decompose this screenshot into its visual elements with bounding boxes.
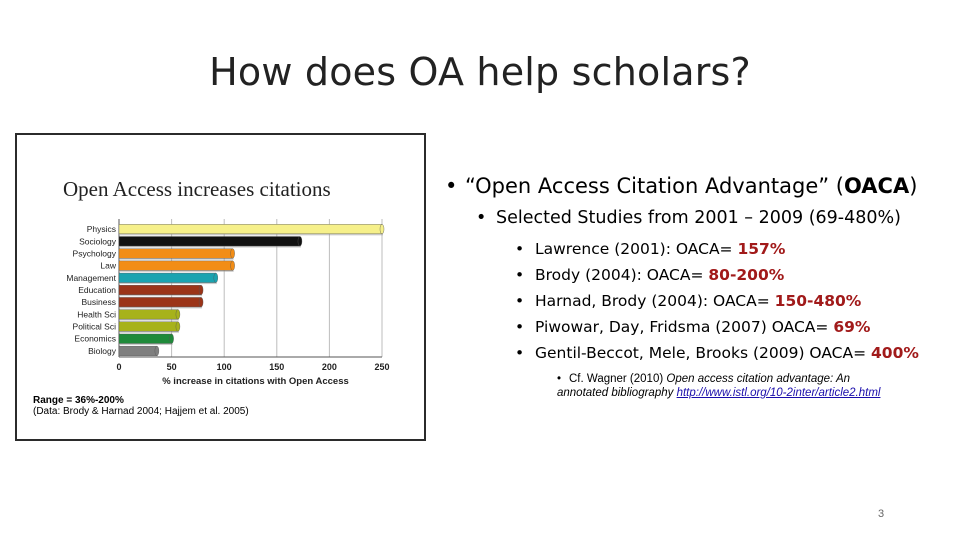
list-item: [515, 288, 919, 314]
bar-cap: [214, 273, 218, 283]
bullet-dot-icon: •: [515, 266, 525, 284]
bar-cap: [231, 261, 235, 271]
slide-title: How does OA help scholars?: [209, 50, 751, 94]
category-label: Management: [66, 272, 116, 283]
bar-cap: [199, 297, 203, 307]
bar-cap: [170, 334, 174, 344]
bar: [119, 334, 172, 344]
bar: [119, 273, 216, 283]
bar: [119, 346, 157, 356]
study-text: Brody (2004): OACA=: [535, 266, 709, 284]
x-axis-label: % increase in citations with Open Access: [162, 376, 349, 387]
category-label: Education: [78, 285, 116, 295]
bullet-main-suffix: ): [909, 174, 918, 198]
list-item: [515, 262, 919, 288]
category-label: Health Sci: [77, 309, 116, 320]
bullet-dot-icon: •: [515, 292, 525, 310]
bar: [119, 297, 201, 307]
range-note: (Data: Brody & Harnad 2004; Hajjem et al. 2005): [33, 406, 249, 417]
reference-note: [557, 372, 882, 400]
bar-cap: [176, 310, 180, 320]
bar-cap: [380, 224, 384, 234]
range-title: Range = 36%-200%: [33, 395, 124, 406]
category-label: Political Sci: [72, 321, 116, 332]
bullet-dot-icon: •: [515, 344, 525, 362]
bar: [119, 285, 201, 295]
study-value: 400%: [871, 344, 919, 362]
bar: [119, 237, 300, 247]
study-value: 69%: [833, 318, 871, 336]
bullet-dot-icon: •: [515, 318, 525, 336]
list-item: [515, 236, 919, 262]
category-label: Sociology: [79, 236, 116, 247]
category-label: Biology: [88, 345, 116, 356]
bullet-main-bold: OACA: [844, 174, 910, 198]
x-tick-label: 50: [166, 362, 177, 372]
bar: [119, 322, 178, 332]
bullet-sub-text: Selected Studies from 2001 – 2009 (69-480%): [496, 208, 901, 228]
study-value: 150-480%: [774, 292, 862, 310]
bar-cap: [155, 346, 159, 356]
x-tick-label: 200: [321, 362, 337, 372]
x-tick-label: 150: [269, 362, 285, 372]
study-text: Lawrence (2001): OACA=: [535, 240, 738, 258]
list-item: [515, 314, 919, 340]
x-tick-label: 100: [216, 362, 232, 372]
bar: [119, 310, 178, 320]
category-label: Physics: [86, 224, 116, 235]
category-label: Psychology: [72, 248, 116, 259]
bullet-sub: [476, 208, 901, 228]
bar-chart: [17, 135, 424, 439]
study-list: [515, 236, 919, 366]
reference-prefix: Cf. Wagner (2010): [569, 373, 667, 385]
chart-figure: [15, 133, 426, 441]
range-note-box: [33, 395, 263, 417]
bar-cap: [199, 285, 203, 295]
study-text: Harnad, Brody (2004): OACA=: [535, 292, 775, 310]
bullet-dot-icon: •: [515, 240, 525, 258]
x-tick-label: 0: [116, 362, 122, 372]
reference-title: Open access citation advantage: An annotated bibliography: [557, 373, 851, 399]
category-label: Law: [100, 260, 116, 271]
study-value: 80-200%: [708, 266, 785, 284]
bullet-dot-icon: •: [557, 373, 562, 385]
bar-cap: [231, 249, 235, 259]
bullet-main-prefix: “Open Access Citation Advantage” (: [465, 174, 844, 198]
bullet-main: [445, 174, 917, 198]
bullet-dot-icon: •: [445, 174, 458, 198]
bar: [119, 261, 233, 271]
list-item: [515, 340, 919, 366]
category-label: Economics: [74, 333, 116, 344]
study-text: Piwowar, Day, Fridsma (2007) OACA=: [535, 318, 834, 336]
reference-link[interactable]: http://www.istl.org/10-2inter/article2.html: [676, 387, 881, 399]
study-value: 157%: [737, 240, 786, 258]
bar-cap: [176, 322, 180, 332]
chart-title: Open Access increases citations: [63, 177, 331, 201]
bar: [119, 224, 382, 234]
bullet-dot-icon: •: [476, 208, 487, 228]
bar: [119, 249, 233, 259]
bar-cap: [298, 237, 302, 247]
study-text: Gentil-Beccot, Mele, Brooks (2009) OACA=: [535, 344, 872, 362]
page-number: 3: [878, 508, 885, 520]
x-tick-label: 250: [374, 362, 390, 372]
category-label: Business: [81, 297, 116, 308]
